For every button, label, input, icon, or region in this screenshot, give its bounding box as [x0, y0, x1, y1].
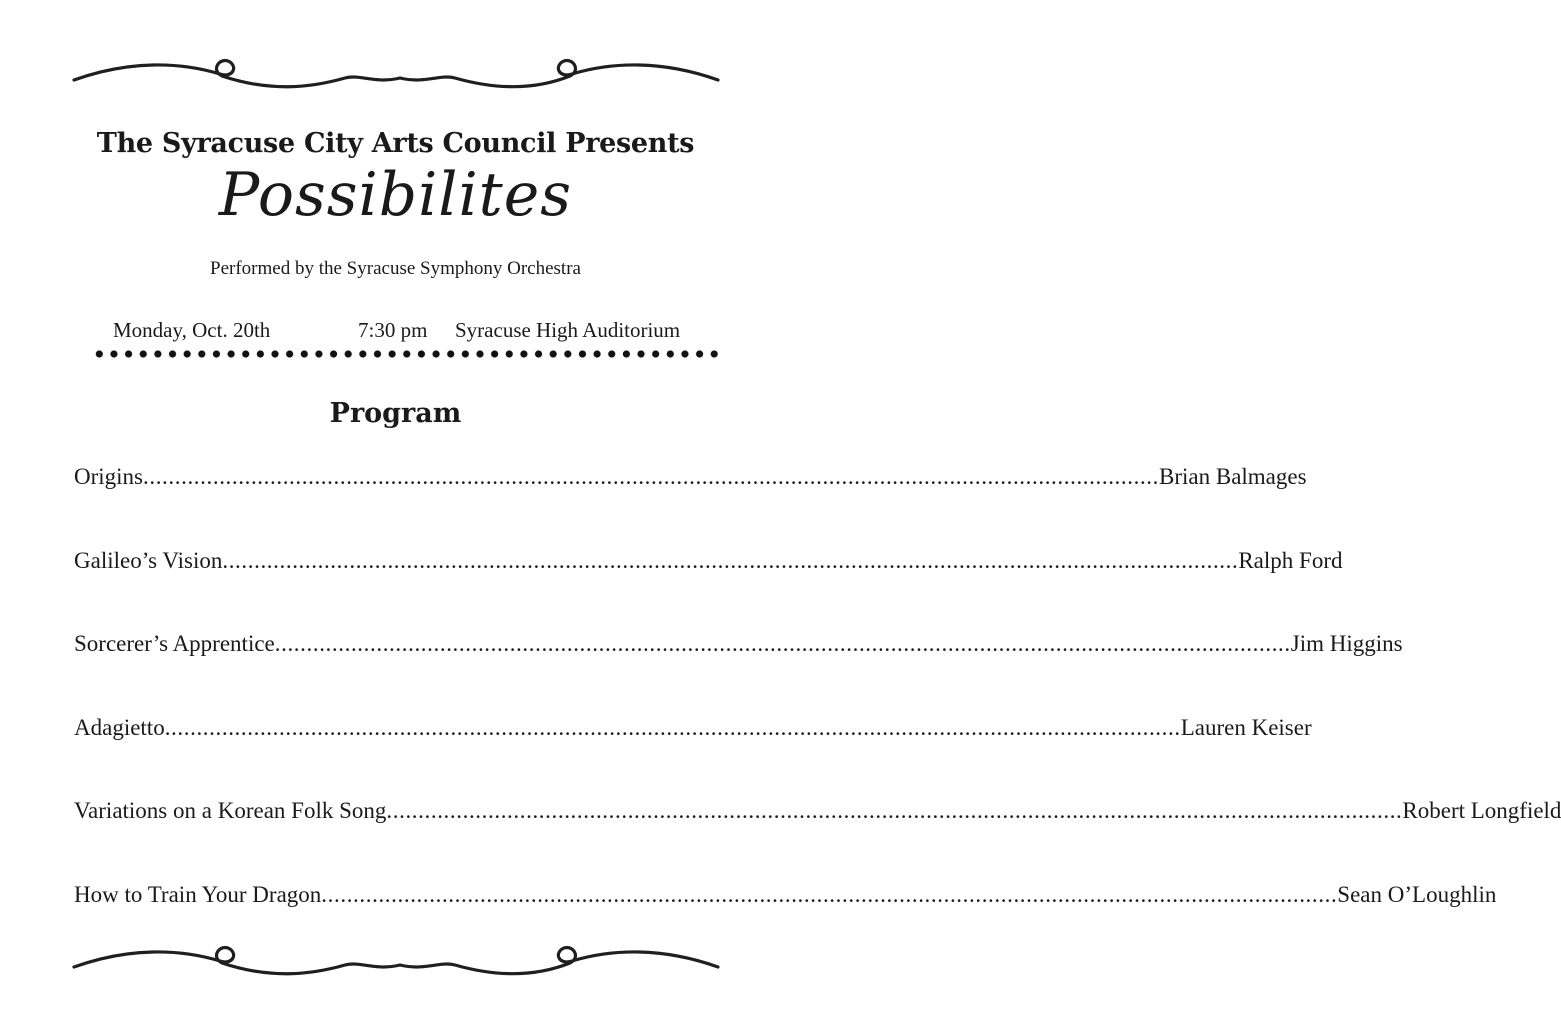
- piece-title: Variations on a Korean Folk Song: [74, 798, 387, 823]
- concert-title: Possibilites: [218, 160, 573, 230]
- program-item: [74, 546, 1343, 630]
- event-date: Monday, Oct. 20th: [113, 318, 271, 342]
- performer-line: Performed by the Syracuse Symphony Orchestra: [210, 258, 581, 279]
- dot-leader: ................................................................................................................................................................: [143, 464, 1159, 489]
- event-time: 7:30 pm: [358, 318, 428, 342]
- dot-leader: ................................................................................................................................................................: [321, 881, 1338, 907]
- dot-leader: ................................................................................................................................................................: [386, 798, 1403, 823]
- composer-name: Lauren Keiser: [1180, 714, 1312, 740]
- piece-title: Origins: [74, 464, 143, 489]
- piece-title: Galileo’s Vision: [74, 547, 223, 573]
- program-item: [74, 796, 1561, 880]
- composer-name: Brian Balmages: [1159, 464, 1307, 489]
- composer-name: Ralph Ford: [1238, 547, 1343, 573]
- program-item: [74, 713, 1312, 797]
- dotted-divider: [92, 347, 722, 361]
- piece-title: Sorcerer’s Apprentice: [74, 631, 275, 656]
- composer-name: Robert Longfield: [1402, 798, 1561, 823]
- dot-leader: ................................................................................................................................................................: [222, 547, 1239, 573]
- composer-name: Jim Higgins: [1290, 631, 1403, 656]
- composer-name: Sean O’Loughlin: [1337, 881, 1497, 907]
- program-heading: Program: [329, 398, 462, 429]
- dot-leader: ................................................................................................................................................................: [274, 631, 1291, 656]
- piece-title: Adagietto: [74, 714, 165, 740]
- program-item: [74, 629, 1403, 713]
- piece-title: How to Train Your Dragon: [74, 881, 322, 907]
- presenter-heading: The Syracuse City Arts Council Presents: [96, 128, 695, 159]
- program-list: [74, 462, 1561, 963]
- dot-leader: ................................................................................................................................................................: [164, 714, 1181, 740]
- event-venue: Syracuse High Auditorium: [455, 318, 681, 342]
- flourish-divider-top: [70, 48, 722, 108]
- flourish-divider-bottom: [70, 935, 722, 995]
- program-item: [74, 462, 1307, 546]
